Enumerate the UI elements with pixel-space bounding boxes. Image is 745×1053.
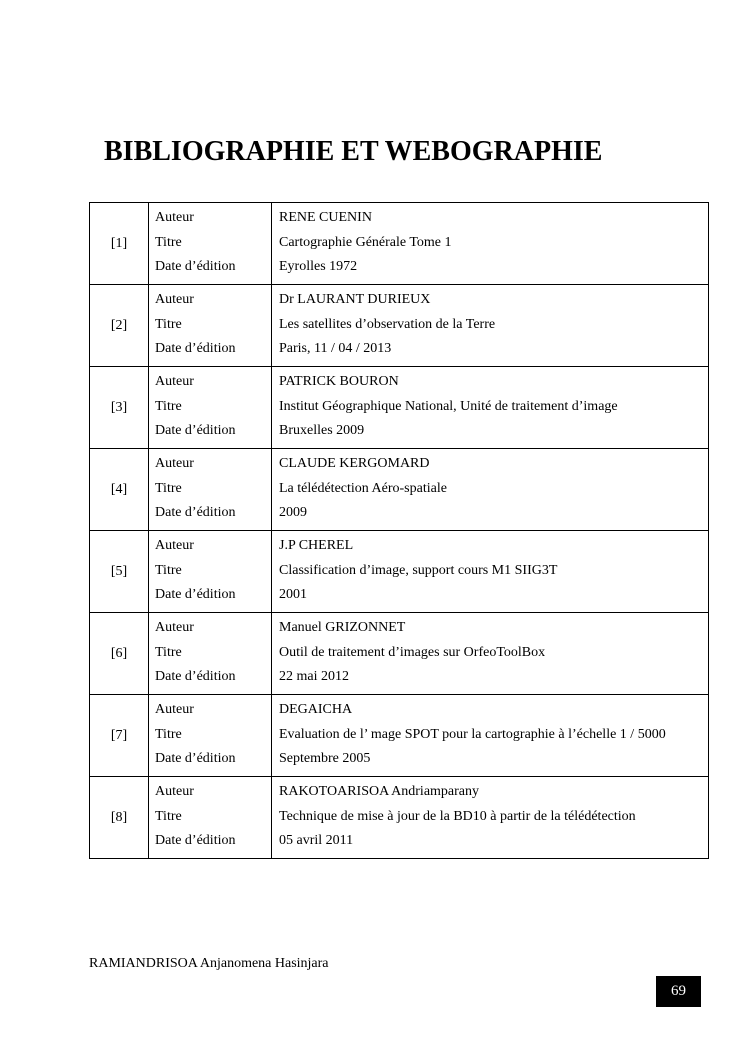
- field-labels-stack: [149, 695, 271, 772]
- entry-title: Institut Géographique National, Unité de traitement d’image: [279, 398, 618, 414]
- field-label-title: Titre: [155, 480, 182, 496]
- field-label-date: Date d’édition: [155, 505, 236, 521]
- field-label-date: Date d’édition: [155, 751, 236, 767]
- entry-date: Septembre 2005: [279, 751, 371, 767]
- entry-values-stack: [272, 367, 708, 444]
- field-label-author: Auteur: [155, 292, 194, 307]
- entry-author: J.P CHEREL: [279, 538, 354, 553]
- field-labels-stack: [149, 531, 271, 608]
- field-label-title: Titre: [155, 808, 182, 824]
- entry-number: [2]: [90, 285, 149, 367]
- field-labels-stack: [149, 367, 271, 444]
- entry-date: Eyrolles 1972: [279, 259, 358, 275]
- entry-values: [272, 367, 709, 449]
- entry-values-stack: [272, 449, 708, 526]
- entry-values-stack: [272, 203, 708, 280]
- entry-field-labels: [149, 531, 272, 613]
- entry-field-labels: [149, 203, 272, 285]
- entry-title: La télédétection Aéro-spatiale: [279, 480, 447, 496]
- entry-number: [3]: [90, 367, 149, 449]
- field-label-date: Date d’édition: [155, 423, 236, 439]
- field-label-date: Date d’édition: [155, 669, 236, 685]
- entry-title: Classification d’image, support cours M1 SIIG3T: [279, 562, 558, 578]
- field-label-author: Auteur: [155, 374, 194, 389]
- field-label-date: Date d’édition: [155, 587, 236, 603]
- entry-field-labels: [149, 777, 272, 859]
- entry-values: [272, 285, 709, 367]
- entry-date: 05 avril 2011: [279, 833, 354, 849]
- bibliography-entry: [90, 203, 709, 285]
- field-label-author: Auteur: [155, 456, 194, 471]
- entry-author: PATRICK BOURON: [279, 374, 399, 389]
- entry-values: [272, 695, 709, 777]
- entry-values-stack: [272, 285, 708, 362]
- entry-number: [1]: [90, 203, 149, 285]
- entry-date: Paris, 11 / 04 / 2013: [279, 341, 392, 357]
- field-label-title: Titre: [155, 562, 182, 578]
- field-labels-stack: [149, 285, 271, 362]
- field-label-title: Titre: [155, 234, 182, 250]
- entry-number: [4]: [90, 449, 149, 531]
- field-label-date: Date d’édition: [155, 341, 236, 357]
- entry-values: [272, 449, 709, 531]
- entry-values: [272, 613, 709, 695]
- field-label-title: Titre: [155, 726, 182, 742]
- bibliography-entry: [90, 367, 709, 449]
- entry-author: Manuel GRIZONNET: [279, 620, 406, 635]
- entry-number: [5]: [90, 531, 149, 613]
- bibliography-table: [89, 202, 709, 859]
- field-labels-stack: [149, 203, 271, 280]
- field-label-author: Auteur: [155, 784, 194, 799]
- entry-author: CLAUDE KERGOMARD: [279, 456, 430, 471]
- entry-values: [272, 531, 709, 613]
- entry-author: RAKOTOARISOA Andriamparany: [279, 784, 480, 799]
- bibliography-entry: [90, 449, 709, 531]
- entry-values: [272, 203, 709, 285]
- entry-number: [7]: [90, 695, 149, 777]
- field-label-title: Titre: [155, 398, 182, 414]
- entry-author: RENE CUENIN: [279, 210, 372, 225]
- entry-values-stack: [272, 695, 708, 772]
- bibliography-entry: [90, 695, 709, 777]
- entry-author: DEGAICHA: [279, 702, 353, 717]
- field-label-author: Auteur: [155, 702, 194, 717]
- entry-title: Outil de traitement d’images sur OrfeoToolBox: [279, 644, 546, 660]
- field-label-title: Titre: [155, 316, 182, 332]
- field-label-date: Date d’édition: [155, 833, 236, 849]
- bibliography-entry: [90, 777, 709, 859]
- entry-title: Technique de mise à jour de la BD10 à partir de la télédétection: [279, 808, 636, 824]
- entry-field-labels: [149, 285, 272, 367]
- entry-author: Dr LAURANT DURIEUX: [279, 292, 431, 307]
- bibliography-entry: [90, 285, 709, 367]
- bibliography-entry: [90, 531, 709, 613]
- entry-title: Evaluation de l’ mage SPOT pour la cartographie à l’échelle 1 / 5000: [279, 726, 666, 742]
- field-label-author: Auteur: [155, 538, 194, 553]
- entry-field-labels: [149, 367, 272, 449]
- entry-date: 2009: [279, 505, 307, 521]
- page-number: 69: [656, 976, 701, 1007]
- entry-field-labels: [149, 695, 272, 777]
- entry-date: Bruxelles 2009: [279, 423, 365, 439]
- entry-field-labels: [149, 613, 272, 695]
- entry-values: [272, 777, 709, 859]
- field-labels-stack: [149, 613, 271, 690]
- field-label-author: Auteur: [155, 210, 194, 225]
- field-labels-stack: [149, 449, 271, 526]
- field-labels-stack: [149, 777, 271, 854]
- entry-number: [8]: [90, 777, 149, 859]
- entry-title: Cartographie Générale Tome 1: [279, 234, 452, 250]
- field-label-date: Date d’édition: [155, 259, 236, 275]
- entry-number: [6]: [90, 613, 149, 695]
- page-title: BIBLIOGRAPHIE ET WEBOGRAPHIE: [104, 136, 603, 167]
- entry-title: Les satellites d’observation de la Terre: [279, 316, 496, 332]
- entry-values-stack: [272, 777, 708, 854]
- entry-field-labels: [149, 449, 272, 531]
- document-author: RAMIANDRISOA Anjanomena Hasinjara: [89, 956, 329, 971]
- field-label-title: Titre: [155, 644, 182, 660]
- field-label-author: Auteur: [155, 620, 194, 635]
- entry-values-stack: [272, 613, 708, 690]
- bibliography-body: [90, 203, 709, 859]
- bibliography-entry: [90, 613, 709, 695]
- entry-date: 22 mai 2012: [279, 669, 349, 685]
- entry-values-stack: [272, 531, 708, 608]
- entry-date: 2001: [279, 587, 307, 603]
